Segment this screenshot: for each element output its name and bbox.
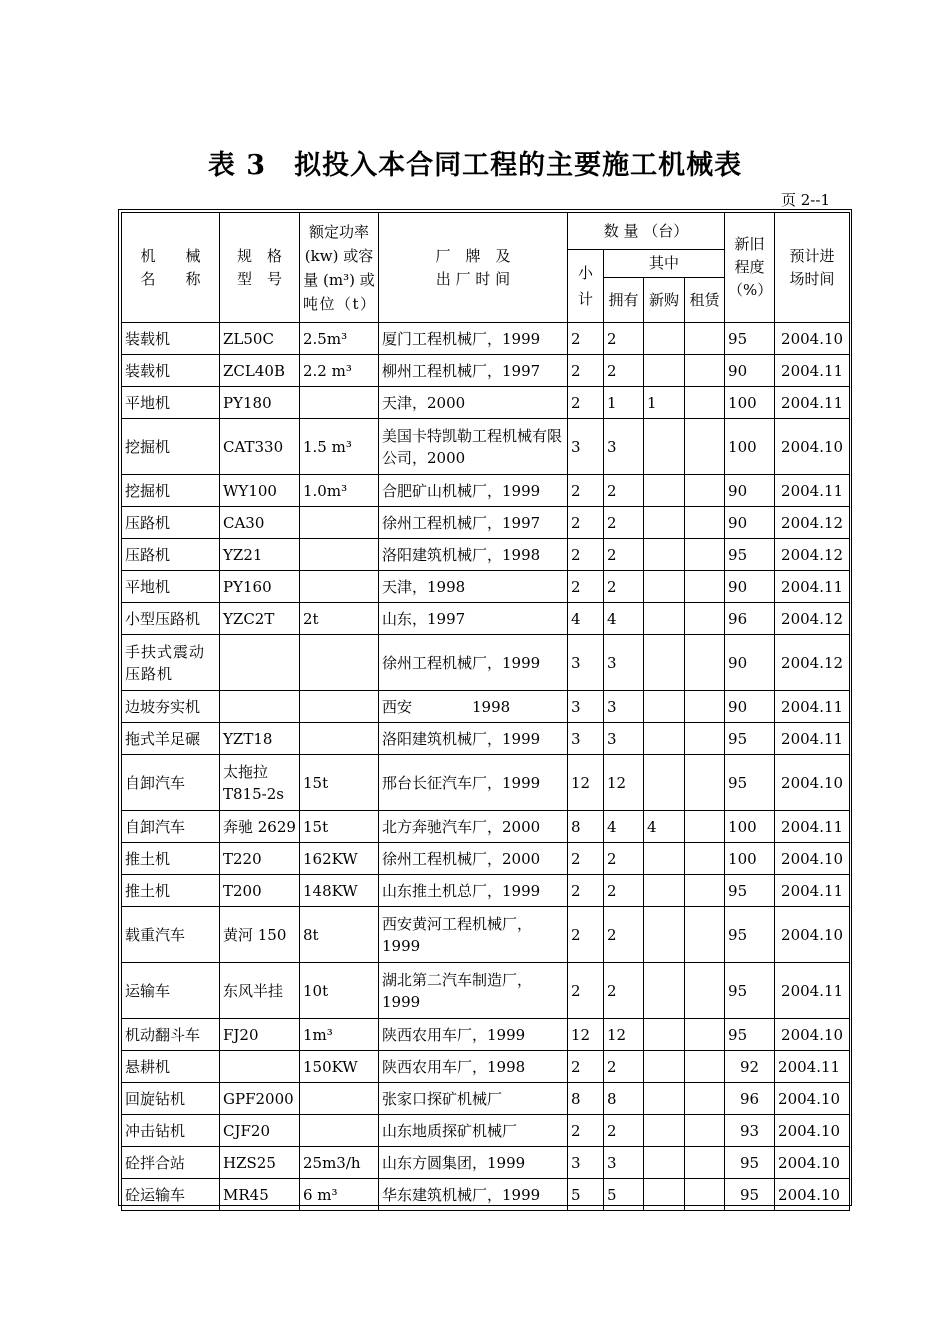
cell-subtotal: 12 — [568, 1019, 604, 1051]
cell-rent — [685, 1083, 725, 1115]
cell-maker: 柳州工程机械厂，1997 — [379, 355, 568, 387]
cell-own: 2 — [604, 475, 644, 507]
header-model: 规 格 型 号 — [220, 213, 300, 323]
table-row — [122, 571, 850, 603]
cell-rent — [685, 539, 725, 571]
cell-condition: 96 — [725, 1083, 775, 1115]
table-row — [122, 323, 850, 355]
cell-new — [644, 843, 685, 875]
cell-subtotal: 2 — [568, 907, 604, 963]
cell-name: 压路机 — [122, 539, 220, 571]
cell-maker: 山东地质探矿机械厂 — [379, 1115, 568, 1147]
cell-condition: 95 — [725, 875, 775, 907]
cell-new — [644, 1083, 685, 1115]
cell-condition: 96 — [725, 603, 775, 635]
header-maker: 厂 牌 及 出 厂 时 间 — [379, 213, 568, 323]
cell-condition: 100 — [725, 811, 775, 843]
cell-arrival: 2004.11 — [775, 875, 850, 907]
cell-condition: 95 — [725, 963, 775, 1019]
cell-arrival: 2004.11 — [775, 963, 850, 1019]
cell-subtotal: 3 — [568, 635, 604, 691]
cell-name: 机动翻斗车 — [122, 1019, 220, 1051]
cell-new: 1 — [644, 387, 685, 419]
cell-subtotal: 2 — [568, 355, 604, 387]
cell-own: 2 — [604, 323, 644, 355]
cell-new — [644, 635, 685, 691]
cell-rent — [685, 755, 725, 811]
cell-own: 3 — [604, 419, 644, 475]
cell-condition: 95 — [725, 755, 775, 811]
cell-power: 1m³ — [300, 1019, 379, 1051]
cell-subtotal: 2 — [568, 507, 604, 539]
cell-name: 砼拌合站 — [122, 1147, 220, 1179]
cell-name: 自卸汽车 — [122, 811, 220, 843]
cell-condition: 90 — [725, 691, 775, 723]
table-row — [122, 1083, 850, 1115]
cell-rent — [685, 811, 725, 843]
cell-arrival: 2004.10 — [775, 323, 850, 355]
cell-name: 装载机 — [122, 323, 220, 355]
table-row — [122, 387, 850, 419]
cell-rent — [685, 907, 725, 963]
cell-arrival: 2004.10 — [775, 907, 850, 963]
cell-name: 边坡夯实机 — [122, 691, 220, 723]
cell-maker: 厦门工程机械厂，1999 — [379, 323, 568, 355]
cell-maker: 天津，2000 — [379, 387, 568, 419]
cell-rent — [685, 355, 725, 387]
cell-model — [220, 1051, 300, 1083]
cell-model — [220, 635, 300, 691]
cell-subtotal: 2 — [568, 571, 604, 603]
cell-name: 载重汽车 — [122, 907, 220, 963]
cell-subtotal: 3 — [568, 1147, 604, 1179]
cell-new — [644, 1179, 685, 1211]
cell-arrival: 2004.11 — [775, 571, 850, 603]
cell-maker: 山东方圆集团，1999 — [379, 1147, 568, 1179]
cell-subtotal: 3 — [568, 723, 604, 755]
cell-subtotal: 12 — [568, 755, 604, 811]
cell-own: 5 — [604, 1179, 644, 1211]
cell-condition: 90 — [725, 475, 775, 507]
cell-rent — [685, 875, 725, 907]
cell-own: 1 — [604, 387, 644, 419]
cell-rent — [685, 1051, 725, 1083]
cell-own: 2 — [604, 1115, 644, 1147]
cell-maker: 美国卡特凯勒工程机械有限公司，2000 — [379, 419, 568, 475]
cell-rent — [685, 419, 725, 475]
cell-rent — [685, 507, 725, 539]
cell-power: 15t — [300, 811, 379, 843]
cell-condition: 90 — [725, 635, 775, 691]
cell-arrival: 2004.10 — [775, 1147, 850, 1179]
cell-subtotal: 4 — [568, 603, 604, 635]
cell-new — [644, 603, 685, 635]
cell-name: 拖式羊足碾 — [122, 723, 220, 755]
cell-name: 冲击钻机 — [122, 1115, 220, 1147]
cell-maker: 山东推土机总厂，1999 — [379, 875, 568, 907]
cell-model: CJF20 — [220, 1115, 300, 1147]
cell-model: T200 — [220, 875, 300, 907]
cell-model: ZCL40B — [220, 355, 300, 387]
table-row — [122, 691, 850, 723]
cell-maker: 合肥矿山机械厂，1999 — [379, 475, 568, 507]
cell-own: 4 — [604, 811, 644, 843]
cell-power: 25m3/h — [300, 1147, 379, 1179]
cell-rent — [685, 475, 725, 507]
cell-model: PY180 — [220, 387, 300, 419]
cell-condition: 95 — [725, 1179, 775, 1211]
cell-condition: 92 — [725, 1051, 775, 1083]
cell-model: 黄河 150 — [220, 907, 300, 963]
cell-power — [300, 1115, 379, 1147]
machinery-table — [121, 212, 850, 1211]
cell-new — [644, 323, 685, 355]
cell-arrival: 2004.11 — [775, 723, 850, 755]
cell-own: 3 — [604, 635, 644, 691]
cell-rent — [685, 691, 725, 723]
table-row — [122, 875, 850, 907]
cell-maker: 徐州工程机械厂，2000 — [379, 843, 568, 875]
cell-model: 奔驰 2629 — [220, 811, 300, 843]
cell-subtotal: 2 — [568, 475, 604, 507]
cell-rent — [685, 843, 725, 875]
cell-maker: 徐州工程机械厂，1997 — [379, 507, 568, 539]
cell-condition: 100 — [725, 843, 775, 875]
cell-condition: 100 — [725, 419, 775, 475]
cell-model: CA30 — [220, 507, 300, 539]
cell-model: PY160 — [220, 571, 300, 603]
cell-own: 3 — [604, 691, 644, 723]
cell-arrival: 2004.12 — [775, 507, 850, 539]
cell-rent — [685, 603, 725, 635]
cell-name: 挖掘机 — [122, 419, 220, 475]
cell-model: GPF2000 — [220, 1083, 300, 1115]
cell-maker: 张家口探矿机械厂 — [379, 1083, 568, 1115]
cell-rent — [685, 387, 725, 419]
cell-rent — [685, 963, 725, 1019]
cell-model — [220, 691, 300, 723]
cell-power — [300, 539, 379, 571]
cell-maker: 洛阳建筑机械厂，1998 — [379, 539, 568, 571]
cell-arrival: 2004.11 — [775, 811, 850, 843]
cell-condition: 93 — [725, 1115, 775, 1147]
table-row — [122, 755, 850, 811]
table-row — [122, 963, 850, 1019]
cell-name: 手扶式震动压路机 — [122, 635, 220, 691]
cell-new — [644, 723, 685, 755]
cell-power: 8t — [300, 907, 379, 963]
cell-condition: 95 — [725, 1147, 775, 1179]
cell-power: 2.2 m³ — [300, 355, 379, 387]
cell-power — [300, 1083, 379, 1115]
cell-name: 砼运输车 — [122, 1179, 220, 1211]
table-row — [122, 419, 850, 475]
cell-condition: 95 — [725, 539, 775, 571]
cell-maker: 陕西农用车厂，1998 — [379, 1051, 568, 1083]
cell-name: 小型压路机 — [122, 603, 220, 635]
cell-name: 悬耕机 — [122, 1051, 220, 1083]
cell-power: 148KW — [300, 875, 379, 907]
cell-arrival: 2004.10 — [775, 843, 850, 875]
cell-power: 2t — [300, 603, 379, 635]
cell-model: YZ21 — [220, 539, 300, 571]
cell-name: 装载机 — [122, 355, 220, 387]
cell-new — [644, 539, 685, 571]
cell-maker: 徐州工程机械厂，1999 — [379, 635, 568, 691]
cell-rent — [685, 1019, 725, 1051]
table-row — [122, 635, 850, 691]
cell-maker: 西安 1998 — [379, 691, 568, 723]
cell-model: YZT18 — [220, 723, 300, 755]
table-row — [122, 1051, 850, 1083]
table-row — [122, 723, 850, 755]
cell-name: 运输车 — [122, 963, 220, 1019]
cell-arrival: 2004.12 — [775, 635, 850, 691]
cell-subtotal: 2 — [568, 963, 604, 1019]
cell-rent — [685, 1179, 725, 1211]
table-row — [122, 843, 850, 875]
cell-own: 3 — [604, 723, 644, 755]
cell-rent — [685, 723, 725, 755]
table-row — [122, 1019, 850, 1051]
cell-condition: 100 — [725, 387, 775, 419]
cell-condition: 95 — [725, 723, 775, 755]
header-arrival: 预计进 场时间 — [775, 213, 850, 323]
cell-new: 4 — [644, 811, 685, 843]
cell-new — [644, 1051, 685, 1083]
cell-power: 2.5m³ — [300, 323, 379, 355]
cell-maker: 邢台长征汽车厂，1999 — [379, 755, 568, 811]
cell-maker: 华东建筑机械厂，1999 — [379, 1179, 568, 1211]
cell-rent — [685, 323, 725, 355]
cell-subtotal: 2 — [568, 323, 604, 355]
cell-name: 推土机 — [122, 843, 220, 875]
cell-subtotal: 2 — [568, 387, 604, 419]
cell-subtotal: 3 — [568, 691, 604, 723]
cell-new — [644, 571, 685, 603]
cell-new — [644, 691, 685, 723]
cell-arrival: 2004.11 — [775, 1051, 850, 1083]
cell-power: 150KW — [300, 1051, 379, 1083]
cell-new — [644, 355, 685, 387]
cell-model: T220 — [220, 843, 300, 875]
cell-arrival: 2004.12 — [775, 603, 850, 635]
cell-arrival: 2004.10 — [775, 1083, 850, 1115]
cell-model: ZL50C — [220, 323, 300, 355]
table-row — [122, 1147, 850, 1179]
cell-own: 12 — [604, 755, 644, 811]
cell-maker: 陕西农用车厂，1999 — [379, 1019, 568, 1051]
cell-rent — [685, 1115, 725, 1147]
header-name: 机 械 名 称 — [122, 213, 220, 323]
table-row — [122, 355, 850, 387]
cell-own: 3 — [604, 1147, 644, 1179]
table-row — [122, 811, 850, 843]
cell-name: 推土机 — [122, 875, 220, 907]
cell-new — [644, 507, 685, 539]
table-row — [122, 603, 850, 635]
cell-power — [300, 571, 379, 603]
machinery-table-frame — [118, 209, 852, 1206]
cell-new — [644, 907, 685, 963]
table-row — [122, 507, 850, 539]
cell-name: 平地机 — [122, 387, 220, 419]
cell-rent — [685, 571, 725, 603]
cell-maker: 西安黄河工程机械厂，1999 — [379, 907, 568, 963]
cell-condition: 95 — [725, 323, 775, 355]
cell-own: 2 — [604, 907, 644, 963]
cell-model: HZS25 — [220, 1147, 300, 1179]
table-row — [122, 1179, 850, 1211]
cell-new — [644, 755, 685, 811]
cell-power: 15t — [300, 755, 379, 811]
cell-condition: 90 — [725, 571, 775, 603]
cell-own: 4 — [604, 603, 644, 635]
cell-new — [644, 875, 685, 907]
cell-own: 2 — [604, 571, 644, 603]
cell-own: 2 — [604, 843, 644, 875]
cell-maker: 天津，1998 — [379, 571, 568, 603]
cell-power — [300, 507, 379, 539]
cell-arrival: 2004.11 — [775, 691, 850, 723]
cell-model: CAT330 — [220, 419, 300, 475]
cell-new — [644, 963, 685, 1019]
cell-maker: 湖北第二汽车制造厂，1999 — [379, 963, 568, 1019]
header-among: 其中 — [604, 250, 725, 278]
cell-power — [300, 635, 379, 691]
cell-power — [300, 691, 379, 723]
cell-name: 回旋钻机 — [122, 1083, 220, 1115]
cell-new — [644, 475, 685, 507]
cell-name: 挖掘机 — [122, 475, 220, 507]
cell-maker: 山东，1997 — [379, 603, 568, 635]
cell-name: 平地机 — [122, 571, 220, 603]
cell-power — [300, 387, 379, 419]
cell-new — [644, 1115, 685, 1147]
cell-arrival: 2004.12 — [775, 539, 850, 571]
cell-condition: 95 — [725, 1019, 775, 1051]
cell-subtotal: 2 — [568, 875, 604, 907]
header-rent: 租赁 — [685, 278, 725, 323]
cell-model: YZC2T — [220, 603, 300, 635]
cell-own: 2 — [604, 875, 644, 907]
cell-arrival: 2004.10 — [775, 419, 850, 475]
cell-maker: 洛阳建筑机械厂，1999 — [379, 723, 568, 755]
cell-subtotal: 2 — [568, 1115, 604, 1147]
header-quantity: 数 量 （台） — [568, 213, 725, 250]
cell-model: WY100 — [220, 475, 300, 507]
cell-model: 太拖拉T815-2s — [220, 755, 300, 811]
table-row — [122, 1115, 850, 1147]
cell-power — [300, 723, 379, 755]
cell-own: 2 — [604, 539, 644, 571]
cell-power: 1.5 m³ — [300, 419, 379, 475]
cell-power: 1.0m³ — [300, 475, 379, 507]
cell-own: 2 — [604, 355, 644, 387]
cell-name: 自卸汽车 — [122, 755, 220, 811]
table-row — [122, 539, 850, 571]
cell-model: MR45 — [220, 1179, 300, 1211]
cell-condition: 95 — [725, 907, 775, 963]
cell-power: 162KW — [300, 843, 379, 875]
cell-condition: 90 — [725, 507, 775, 539]
table-row — [122, 907, 850, 963]
page-number: 页 2--1 — [781, 191, 830, 209]
cell-arrival: 2004.10 — [775, 755, 850, 811]
cell-arrival: 2004.10 — [775, 1179, 850, 1211]
cell-subtotal: 8 — [568, 1083, 604, 1115]
cell-maker: 北方奔驰汽车厂，2000 — [379, 811, 568, 843]
cell-own: 2 — [604, 963, 644, 1019]
cell-subtotal: 2 — [568, 539, 604, 571]
header-power: 额定功率(kw) 或容量 (m³) 或吨位（t） — [300, 213, 379, 323]
cell-model: 东风半挂 — [220, 963, 300, 1019]
page-title: 表 3 拟投入本合同工程的主要施工机械表 — [207, 150, 743, 181]
header-own: 拥有 — [604, 278, 644, 323]
cell-new — [644, 1147, 685, 1179]
header-subtotal: 小 计 — [568, 250, 604, 323]
cell-condition: 90 — [725, 355, 775, 387]
cell-power: 10t — [300, 963, 379, 1019]
cell-own: 2 — [604, 1051, 644, 1083]
cell-own: 8 — [604, 1083, 644, 1115]
cell-name: 压路机 — [122, 507, 220, 539]
cell-new — [644, 419, 685, 475]
table-row — [122, 475, 850, 507]
cell-arrival: 2004.11 — [775, 355, 850, 387]
cell-arrival: 2004.11 — [775, 475, 850, 507]
cell-model: FJ20 — [220, 1019, 300, 1051]
cell-power: 6 m³ — [300, 1179, 379, 1211]
cell-subtotal: 2 — [568, 843, 604, 875]
header-condition: 新旧 程度 （%） — [725, 213, 775, 323]
cell-subtotal: 8 — [568, 811, 604, 843]
cell-new — [644, 1019, 685, 1051]
cell-arrival: 2004.10 — [775, 1115, 850, 1147]
cell-arrival: 2004.11 — [775, 387, 850, 419]
cell-arrival: 2004.10 — [775, 1019, 850, 1051]
header-new: 新购 — [644, 278, 685, 323]
cell-subtotal: 3 — [568, 419, 604, 475]
cell-rent — [685, 1147, 725, 1179]
cell-rent — [685, 635, 725, 691]
cell-subtotal: 5 — [568, 1179, 604, 1211]
cell-own: 12 — [604, 1019, 644, 1051]
cell-subtotal: 2 — [568, 1051, 604, 1083]
cell-own: 2 — [604, 507, 644, 539]
